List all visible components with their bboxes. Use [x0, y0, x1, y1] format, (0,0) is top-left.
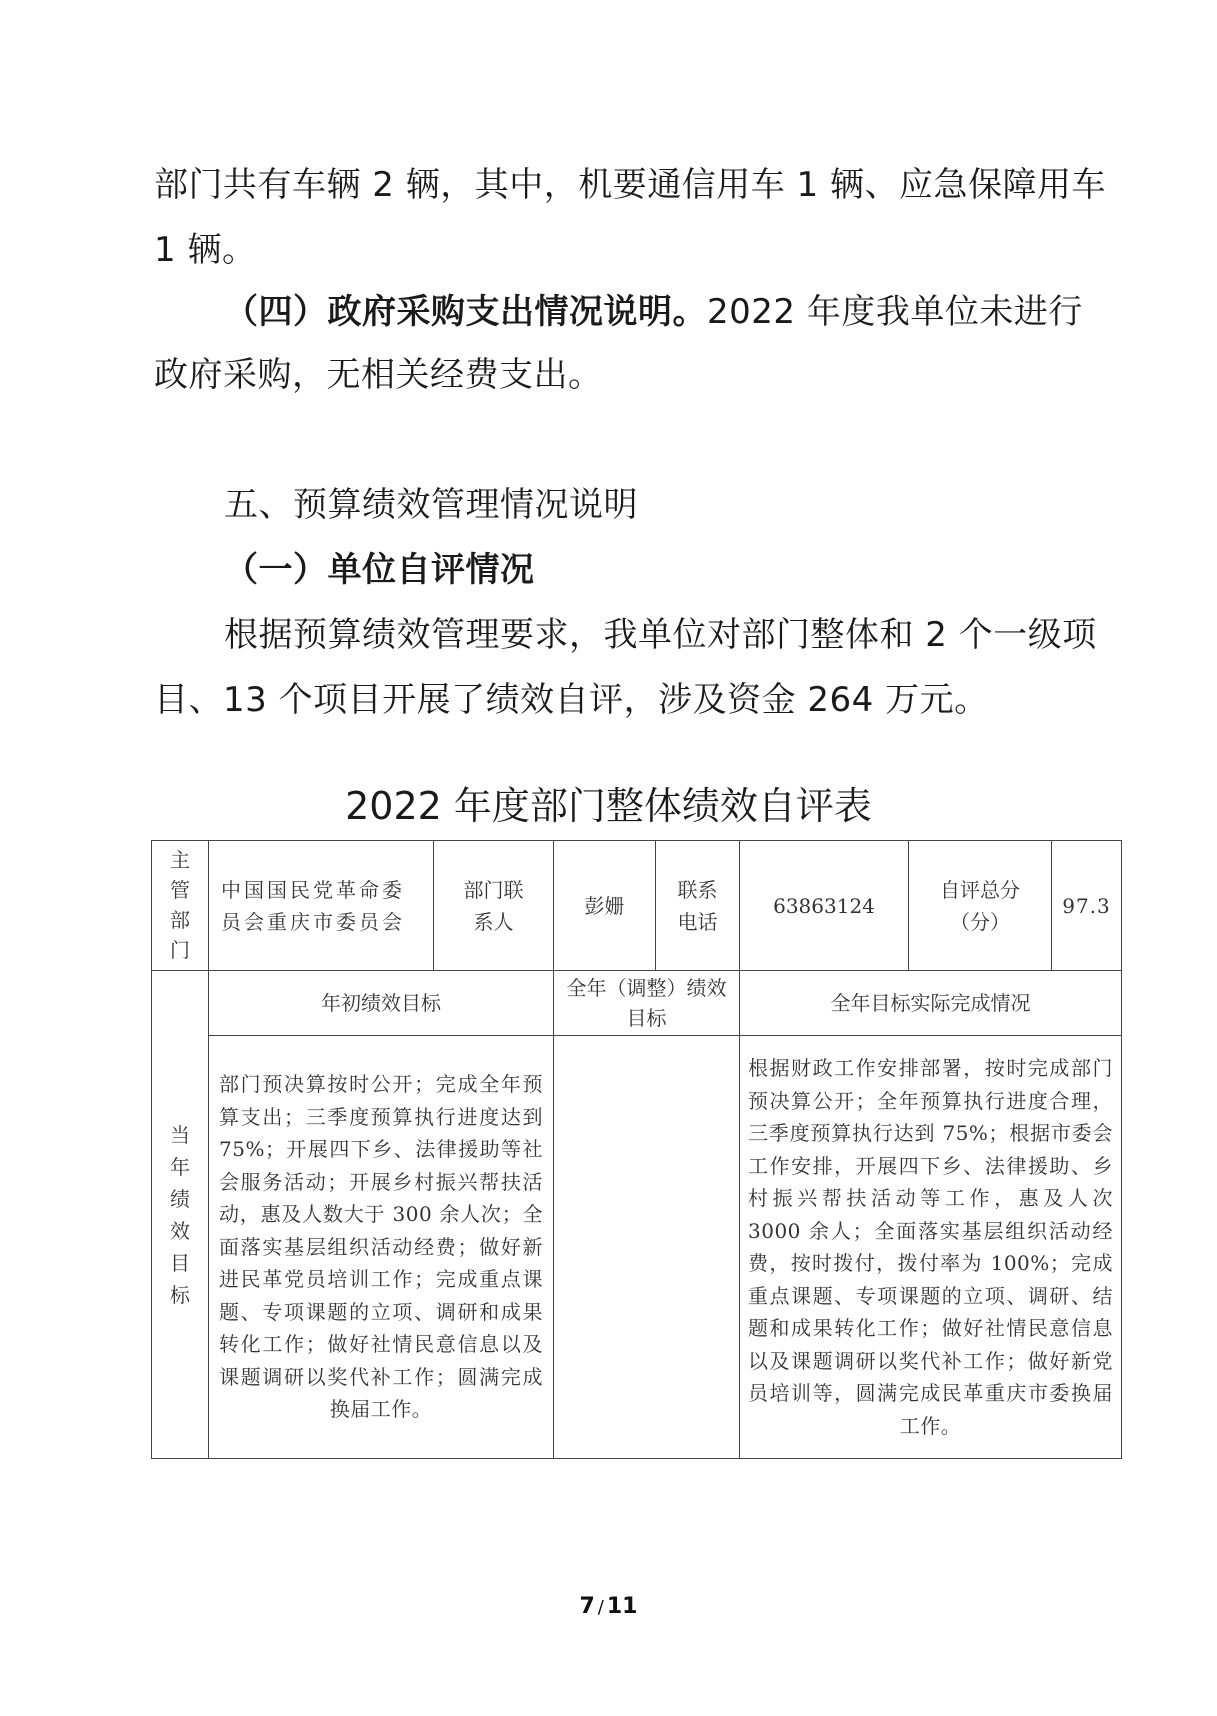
cell-actual-completion-header: [740, 971, 1122, 1036]
paragraph-evaluation-line2: 目、13 个项目开展了绩效自评，涉及资金 264 万元。: [154, 680, 989, 720]
paragraph-procurement-line2: 政府采购，无相关经费支出。: [154, 355, 603, 395]
table-row-dept-info: [152, 841, 1122, 971]
procurement-heading: （四）政府采购支出情况说明。: [224, 292, 707, 332]
contact-value: 彭姗: [584, 893, 625, 918]
score-label: 自评总分（分）: [940, 877, 1020, 934]
cell-dept-value: [209, 841, 434, 971]
paragraph-vehicles-line1: 部门共有车辆 2 辆，其中，机要通信用车 1 辆、应急保障用车: [154, 165, 1106, 205]
dept-value: 中国国民党革命委员会重庆市委员会: [221, 877, 405, 934]
paragraph-vehicles-line2: 1 辆。: [154, 230, 257, 270]
page-total: 11: [606, 1594, 638, 1619]
performance-evaluation-table: [151, 840, 1122, 1459]
cell-phone-value: [740, 841, 909, 971]
annual-goals-label: 当年绩效目标: [170, 1122, 190, 1307]
subsection-heading-self-evaluation: （一）单位自评情况: [224, 550, 535, 590]
table-title: 2022 年度部门整体绩效自评表: [345, 784, 872, 828]
actual-completion-text: 根据财政工作安排部署，按时完成部门预决算公开；全年预算执行进度合理，三季度预算执行达到 75%；根据市委会工作安排，开展四下乡、法律援助、乡村振兴帮扶活动等工作，惠及人次 3000 余人；全面落实基层组织活动经费，按时拨付，拨付率为 100%；完成重点课题、专项课题的立项、调研、结题和成果转化工作；做好社情民意信息以及课题调研以奖代补工作；做好新党员培训等，圆满完成民革重庆市委换届工作。: [748, 1056, 1113, 1438]
page-number: [0, 1594, 1217, 1619]
table-row-goal-content: [152, 1036, 1122, 1459]
initial-goals-header: 年初绩效目标: [321, 991, 441, 1015]
adjusted-goals-header: 全年（调整）绩效目标: [566, 975, 727, 1030]
dept-label: 主管部门: [170, 848, 190, 962]
cell-actual-completion: [740, 1036, 1122, 1459]
section-heading-budget-performance: 五、预算绩效管理情况说明: [224, 485, 638, 525]
cell-adjusted-goals: [554, 1036, 740, 1459]
table-row-goal-headers: [152, 971, 1122, 1036]
phone-value: 63863124: [773, 893, 875, 918]
cell-contact-label: [434, 841, 554, 971]
cell-phone-label: [656, 841, 740, 971]
page-separator: /: [597, 1597, 604, 1618]
cell-score-label: [909, 841, 1052, 971]
cell-adjusted-goals-header: [554, 971, 740, 1036]
cell-initial-goals: [209, 1036, 554, 1459]
score-value: 97.3: [1062, 893, 1111, 918]
cell-score-value: [1052, 841, 1122, 971]
procurement-text: 2022 年度我单位未进行: [707, 292, 1083, 332]
cell-initial-goals-header: [209, 971, 554, 1036]
cell-annual-goals-label: [152, 971, 209, 1459]
page-current: 7: [579, 1594, 595, 1619]
actual-completion-header: 全年目标实际完成情况: [830, 991, 1031, 1015]
contact-label: 部门联系人: [463, 877, 524, 934]
cell-contact-value: [554, 841, 656, 971]
cell-dept-label: [152, 841, 209, 971]
paragraph-evaluation-line1: 根据预算绩效管理要求，我单位对部门整体和 2 个一级项: [224, 615, 1097, 655]
initial-goals-text: 部门预决算按时公开；完成全年预算支出；三季度预算执行进度达到 75%；开展四下乡、法律援助等社会服务活动；开展乡村振兴帮扶活动，惠及人数大于 300 余人次；全面落实基层组织活动经费；做好新进民革党员培训工作；完成重点课题、专项课题的立项、调研和成果转化工作；做好社情民意信息以及课题调研以奖代补工作；圆满完成换届工作。: [219, 1072, 543, 1422]
phone-label: 联系电话: [677, 877, 718, 934]
paragraph-procurement-line1: [224, 292, 1083, 332]
